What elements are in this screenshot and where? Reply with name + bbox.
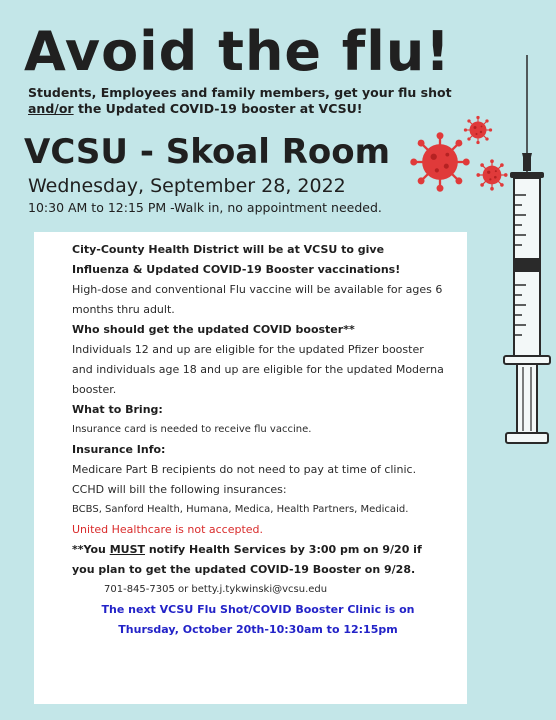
subtitle-underlined: and/or (28, 101, 74, 116)
insurance-heading: Insurance Info: (72, 443, 166, 456)
contact-info: 701-845-7305 or betty.j.tykwinski@vcsu.edu (104, 584, 328, 595)
info-card (34, 232, 467, 704)
next-clinic-line-1: The next VCSU Flu Shot/COVID Booster Clinic is on (101, 603, 415, 616)
bring-text: Insurance card is needed to receive flu vaccine. (72, 424, 312, 435)
notice-must: MUST (109, 543, 145, 556)
notice-end: notify Health Services by 3:00 pm on 9/20 if you plan to get the updated COVID-19 Booster on 9/28. (72, 543, 422, 576)
notice (72, 540, 444, 580)
info-content (72, 240, 444, 640)
notice-start: **You (72, 543, 110, 556)
covid-text: Individuals 12 and up are eligible for the updated Pfizer booster and individuals age 18 and up are eligible for the updated Moderna booster. (72, 343, 444, 396)
subtitle-start: Students, Employees and family members, get your flu shot (28, 85, 452, 100)
next-clinic-line-2: Thursday, October 20th-10:30am to 12:15pm (118, 623, 398, 636)
intro-bold: City-County Health District will be at VCSU to give Influenza & Updated COVID-19 Booster vaccinations! (72, 243, 401, 276)
subtitle (28, 85, 468, 117)
insurance-list: BCBS, Sanford Health, Humana, Medica, Health Partners, Medicaid. (72, 504, 409, 515)
event-time: 10:30 AM to 12:15 PM -Walk in, no appointment needed. (28, 200, 382, 215)
page-title: Avoid the flu! (24, 20, 451, 83)
insurance-text: Medicare Part B recipients do not need to pay at time of clinic. CCHD will bill the following insurances: (72, 463, 417, 496)
venue-heading: VCSU - Skoal Room (24, 132, 391, 172)
event-date: Wednesday, September 28, 2022 (28, 175, 346, 197)
bring-heading: What to Bring: (72, 403, 163, 416)
intro-text: High-dose and conventional Flu vaccine will be available for ages 6 months thru adult. (72, 283, 443, 316)
not-accepted-note: United Healthcare is not accepted. (72, 523, 264, 536)
syringe-icon (492, 55, 556, 475)
subtitle-end: the Updated COVID-19 booster at VCSU! (73, 101, 363, 116)
covid-heading: Who should get the updated COVID booster** (72, 323, 355, 336)
